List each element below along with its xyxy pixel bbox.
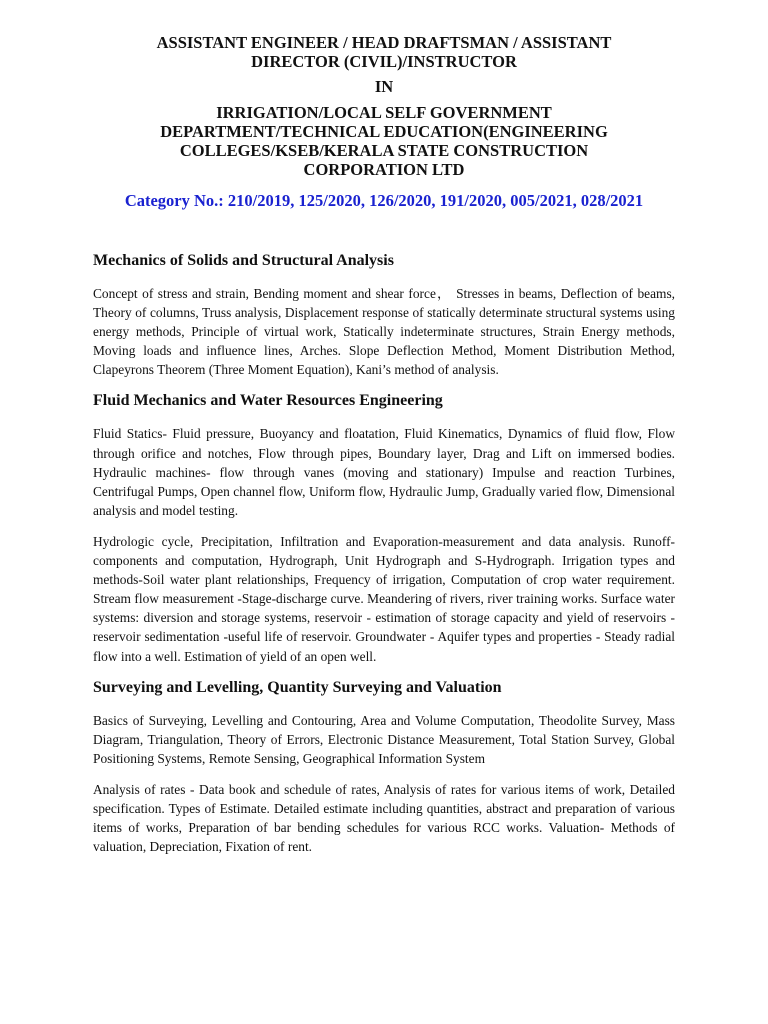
post-title-line-1: ASSISTANT ENGINEER / HEAD DRAFTSMAN / ASSISTANT <box>156 33 612 52</box>
category-number: Category No.: 210/2019, 125/2020, 126/2020, 191/2020, 005/2021, 028/2021 <box>124 191 644 210</box>
section-heading: Mechanics of Solids and Structural Analysis <box>93 252 394 269</box>
section-paragraph: Analysis of rates - Data book and schedule of rates, Analysis of rates for various items of work, Detailed specification. Types of Estimate. Detailed estimate including quantities, abstract and preparation of various items of works, Preparation of bar bending schedules for various RCC works. Valuation- Methods of valuation, Depreciation, Fixation of rent. <box>93 781 675 855</box>
department-line-1: IRRIGATION/LOCAL SELF GOVERNMENT <box>216 103 552 122</box>
section-surveying <box>93 678 675 857</box>
syllabus-content <box>93 251 675 868</box>
section-paragraph: Concept of stress and strain, Bending moment and shear force， Stresses in beams, Deflection of beams, Theory of columns, Truss analysis, Displacement response of statically determinate structural systems using energy methods, Principle of virtual work, Statically indeterminate structures, Strain Energy methods, Moving loads and influence lines, Arches. Slope Deflection Method, Moment Distribution Method, Clapeyrons Theorem (Three Moment Equation), Kani’s method of analysis. <box>93 286 675 378</box>
department-line-4: CORPORATION LTD <box>303 160 465 179</box>
department-line-2: DEPARTMENT/TECHNICAL EDUCATION(ENGINEERING <box>160 122 608 141</box>
section-paragraph: Fluid Statics- Fluid pressure, Buoyancy and floatation, Fluid Kinematics, Dynamics of fluid flow, Flow through orifice and notches, Flow through pipes, Boundary layer, Drag and Lift on immersed bodies. Hydraulic machines- flow through vanes (moving and stationary) Impulse and reaction Turbines, Centrifugal Pumps, Open channel flow, Uniform flow, Hydraulic Jump, Gradually varied flow, Dimensional analysis and model testing. <box>93 426 675 518</box>
document-header <box>80 33 688 179</box>
section-heading: Fluid Mechanics and Water Resources Engineering <box>93 392 443 410</box>
post-title-line-2: DIRECTOR (CIVIL)/INSTRUCTOR <box>251 52 517 71</box>
section-heading: Surveying and Levelling, Quantity Surveying and Valuation <box>93 678 502 696</box>
section-paragraph: Basics of Surveying, Levelling and Contouring, Area and Volume Computation, Theodolite Survey, Mass Diagram, Triangulation, Theory of Errors, Electronic Distance Measurement, Total Station Survey, Global Positioning Systems, Remote Sensing, Geographical Information System <box>93 712 675 766</box>
in-label: IN <box>374 77 394 96</box>
section-paragraph: Hydrologic cycle, Precipitation, Infiltration and Evaporation-measurement and data analysis. Runoff-components and computation, Hydrograph, Unit Hydrograph and S-Hydrograph. Irrigation types and methods-Soil water plant relationships, Frequency of irrigation, Computation of crop water requirement. Stream flow measurement -Stage-discharge curve. Meandering of rivers, river training works. Surface water systems: diversion and storage systems, reservoir - estimation of storage capacity and yield of reservoirs - reservoir sedimentation -useful life of reservoir. Groundwater - Aquifer types and properties - Steady radial flow into a well. Estimation of yield of an open well. <box>93 533 675 664</box>
section-fluid-mechanics <box>93 391 675 665</box>
section-mechanics <box>93 251 675 379</box>
department-line-3: COLLEGES/KSEB/KERALA STATE CONSTRUCTION <box>179 141 589 160</box>
